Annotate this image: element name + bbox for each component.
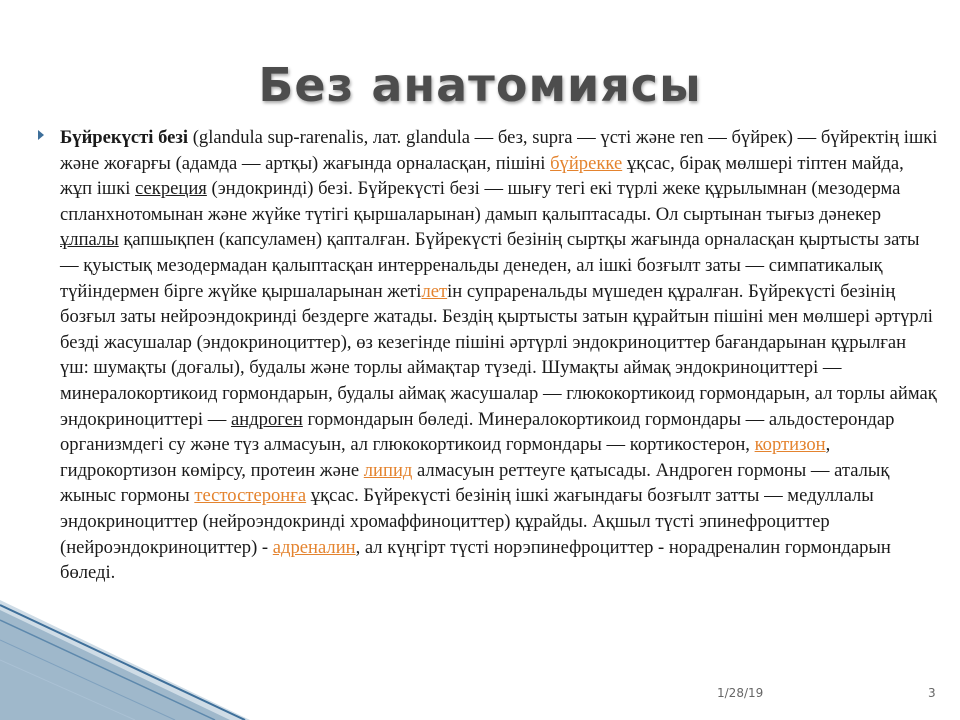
bullet-paragraph	[38, 125, 938, 586]
page-number: 3	[928, 686, 936, 700]
link-adrenalin[interactable]: адреналин	[272, 536, 356, 558]
link-androgen[interactable]: андроген	[230, 408, 303, 430]
term-bold: Бүйрекүсті безі	[60, 127, 189, 148]
link-ulpaly[interactable]: ұлпалы	[60, 229, 119, 251]
corner-line-4	[0, 660, 135, 720]
link-kortizon[interactable]: кортизон	[754, 434, 826, 456]
slide-title: Без анатомиясы	[258, 58, 702, 112]
text-segment: (эндокринді) безі. Бүйрекүсті безі — шығу тегі екі түрлі жеке құрылымнан (мезодерма спланхнотомынан және жүйке түтігі қыршаларынан) дамып қалыптасады. Ол сыртынан тығыз дәнекер	[60, 178, 901, 225]
text-segment: ұқсас. Бүйрекүсті безінің ішкі жағындағы бозғылт затты — медуллалы эндокриноциттер (нейроэндокринді хромаффиноциттер) құрайды. Ақшыл түсті эпинефроциттер (нейроэндокриноциттер) -	[60, 485, 874, 558]
corner-line-2	[0, 620, 215, 720]
bullet-arrow-icon	[38, 130, 44, 140]
text-segment: қапшықпен (капсуламен) қапталған. Бүйрекүсті безінің сыртқы жағында орналасқан қыртысты заты — қуыстық мезодермадан қалыптасқан интерренальды денеден, ал ішкі бозғылт заты — симпатикалық түйіндермен бірге жүйке қыршаларынан жеті	[60, 229, 920, 302]
text-segment: ұқсас, бірақ мөлшері тіптен майда, жұп ішкі	[60, 152, 904, 200]
corner-line-1	[0, 605, 245, 720]
link-buirek[interactable]: бүйрекке	[550, 152, 623, 174]
text-segment: , гидрокортизон көмірсу, протеин және	[60, 434, 831, 481]
body-text	[60, 125, 938, 586]
text-segment: алмасуын реттеуге қатысады. Андроген гормоны — аталық жыныс гормоны	[60, 459, 890, 507]
footer-date: 1/28/19	[717, 686, 764, 700]
link-let[interactable]: лет	[421, 280, 448, 302]
text-segment: , ал күңгірт түсті норэпинефроциттер - норадреналин гормондарын бөледі.	[60, 536, 891, 584]
corner-stripe-mid	[0, 610, 230, 720]
link-testosteron[interactable]: тестостеронға	[194, 485, 307, 507]
corner-stripe-light	[0, 600, 250, 720]
link-sekretsiya[interactable]: секреция	[135, 178, 207, 200]
text-segment: гормондарын бөледі. Минералокортикоид гормондары — альдостерондар организмдегі су және түз алмасуын, ал глюкокортикоид гормондары — кортикостерон,	[60, 408, 895, 456]
text-segment: ін супраренальды мүшеден құралған. Бүйрекүсті безінің бозғыл заты нейроэндокринді бездерге жатады. Бездің қыртысты затын құрайтын пішіні мен мөлшері әртүрлі безді жасушалар (эндокриноциттер), өз кезегінде пішіні әртүрлі эндокриноциттер бағандарынан құрылған үш: шумақты (доғалы), будалы және торлы аймақтар түзеді. Шумақты аймақ эндокриноциттері — минералокортикоид гормондарын, будалы аймақ жасушалар — глюкокортикоид гормондарын, ал торлы аймақ эндокриноциттері —	[60, 280, 937, 430]
corner-line-3	[0, 640, 175, 720]
text-segment: (glandula sup-rarenalis, лат. glandula — без, supra — үсті және ren — бүйрек) — бүйректің ішкі және жоғарғы (адамда — артқы) жағында орналасқан, пішіні	[60, 127, 938, 174]
link-lipid[interactable]: липид	[363, 459, 413, 481]
